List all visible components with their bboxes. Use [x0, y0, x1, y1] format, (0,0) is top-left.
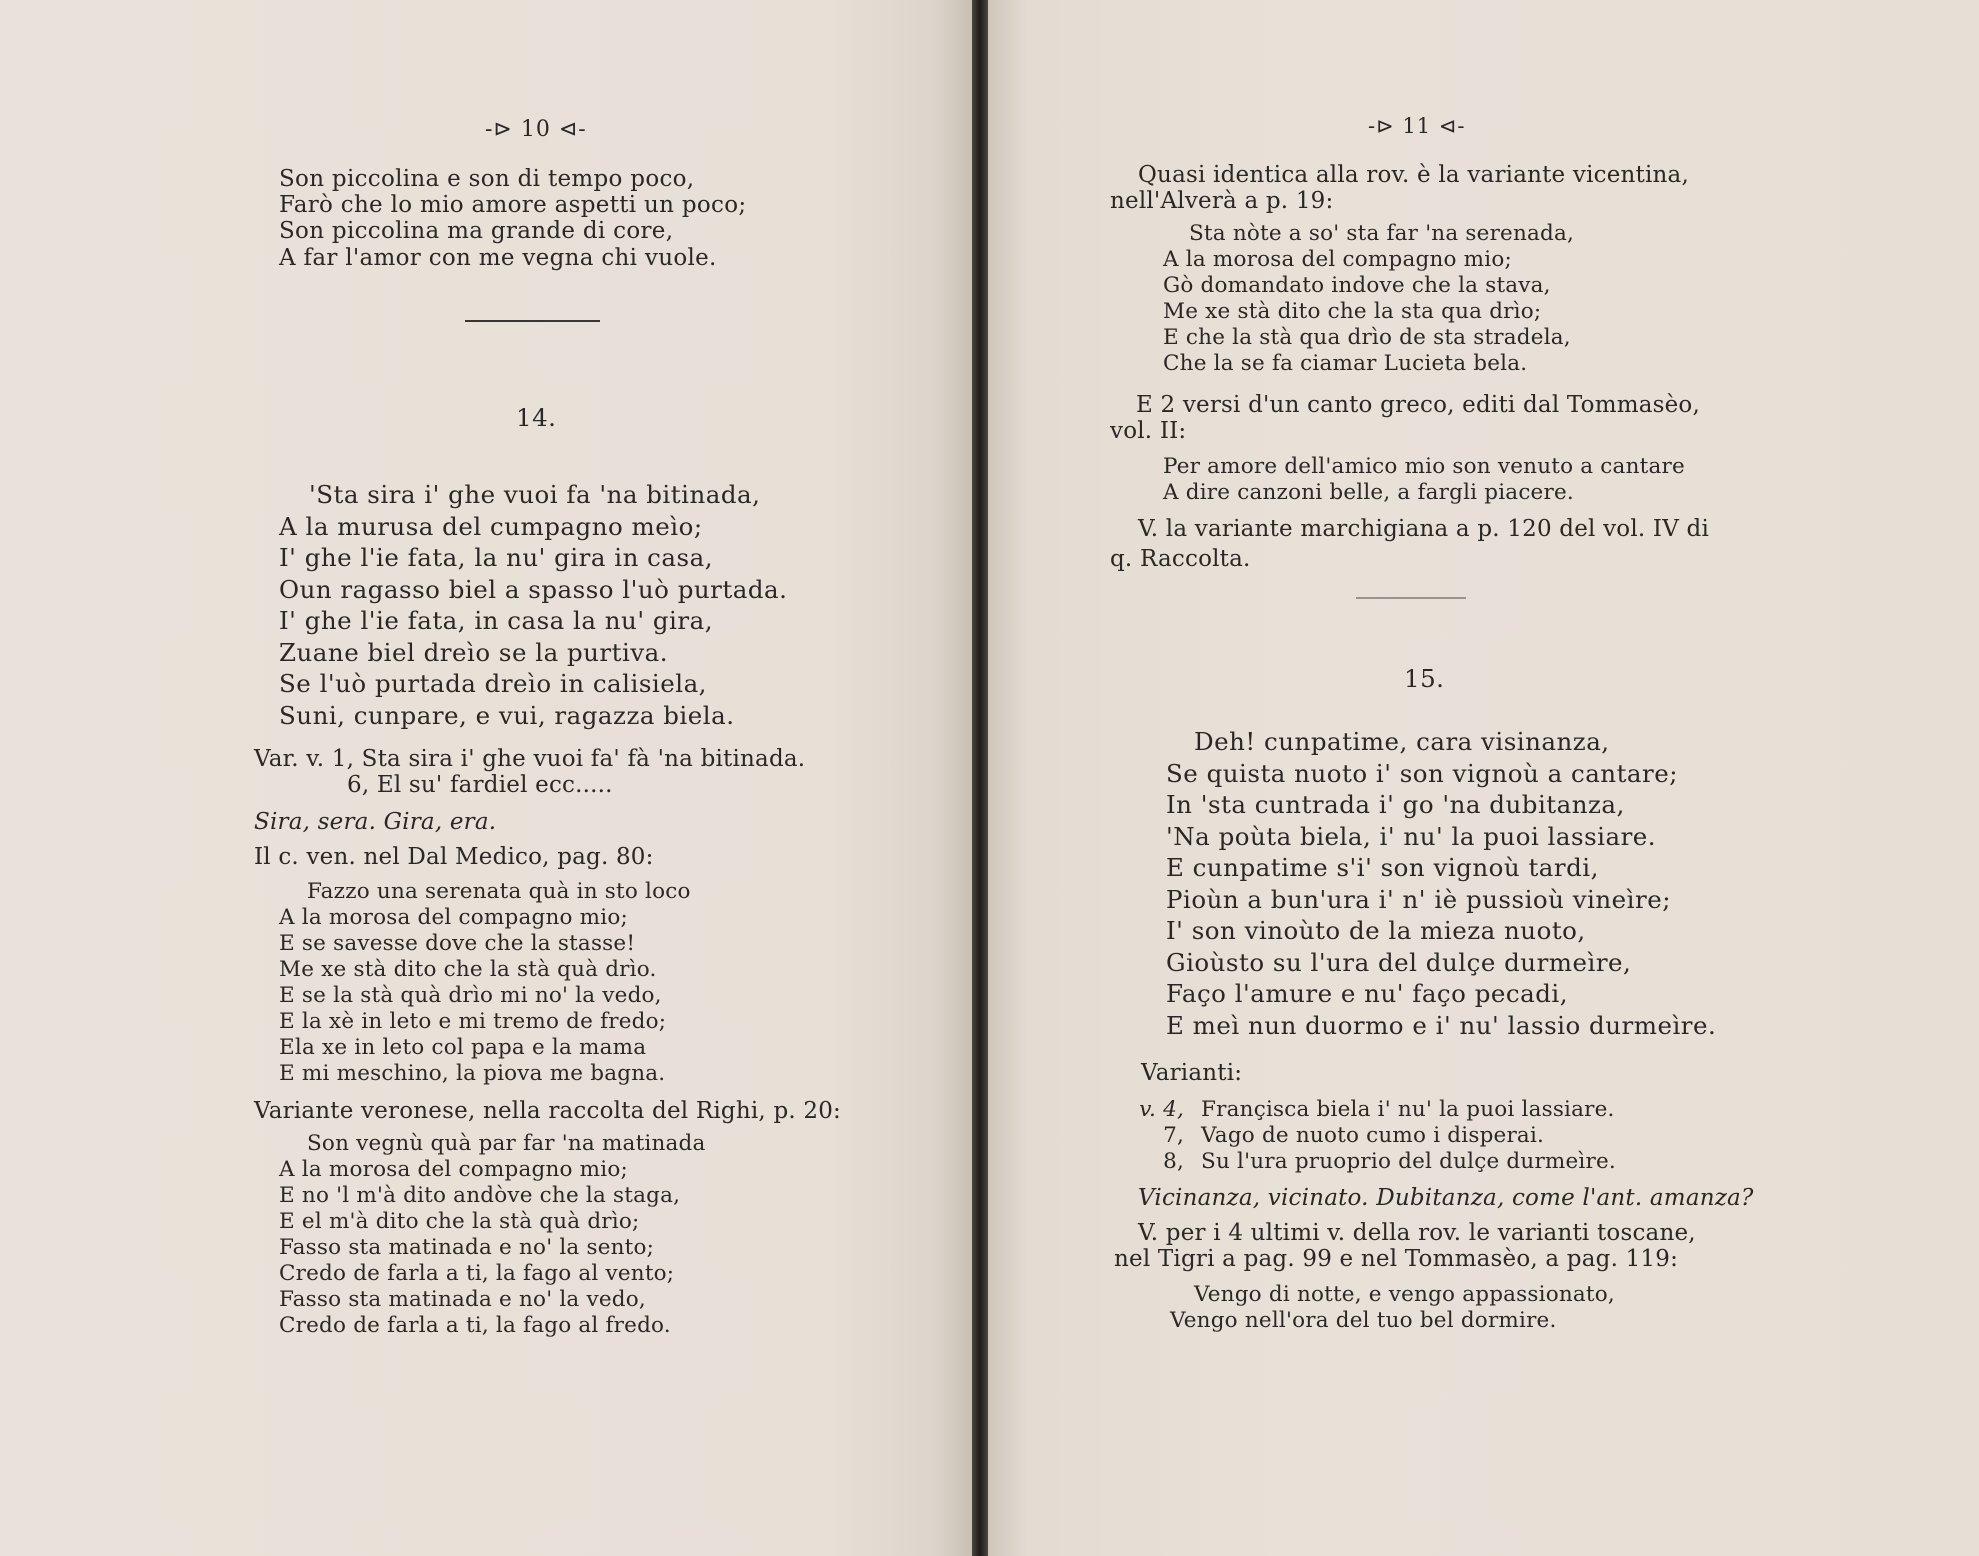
- variant-text: Su l'ura pruoprio del dulçe durmeìre.: [1201, 1149, 1616, 1174]
- verse-line: E se savesse dove che la stasse!: [279, 931, 636, 956]
- greek-note: E 2 versi d'un canto greco, editi dal Tommasèo,: [1136, 392, 1700, 418]
- verse-line: Zuane biel dreìo se la purtiva.: [279, 637, 669, 667]
- verse-line: Se quista nuoto i' son vignoù a cantare;: [1166, 758, 1678, 788]
- stanza-righi: [279, 1131, 706, 1339]
- reference-righi: Variante veronese, nella raccolta del Righi, p. 20:: [254, 1098, 842, 1124]
- marchigiana-note-cont: q. Raccolta.: [1110, 546, 1251, 572]
- page-number-right: -⊳ 11 ⊲-: [1368, 114, 1466, 138]
- page-number-left: -⊳ 10 ⊲-: [485, 117, 587, 142]
- verse-line: Fasso sta matinada e no' la sento;: [279, 1235, 655, 1260]
- variant-num: 7,: [1163, 1123, 1184, 1148]
- verse-line: Vengo di notte, e vengo appassionato,: [1194, 1282, 1615, 1307]
- verse-line: A far l'amor con me vegna chi vuole.: [279, 244, 717, 271]
- intro-line: Quasi identica alla rov. è la variante vicentina,: [1138, 162, 1689, 188]
- verse-line: A la morosa del compagno mio;: [1163, 247, 1512, 272]
- verse-line: A dire canzoni belle, a fargli piacere.: [1163, 480, 1574, 505]
- left-page: [0, 0, 972, 1556]
- verse-line: In 'sta cuntrada i' go 'na dubitanza,: [1166, 790, 1625, 819]
- verse-line: 'Na poùta biela, i' nu' la puoi lassiare.: [1166, 821, 1657, 851]
- verse-line: A la murusa del cumpagno meìo;: [279, 511, 703, 541]
- verse-line: E la xè in leto e mi tremo de fredo;: [279, 1009, 667, 1034]
- variant-text: Françisca biela i' nu' la puoi lassiare.: [1201, 1097, 1615, 1122]
- variant-row: [1110, 1123, 1810, 1149]
- verse-line: Me xe stà dito che la sta qua drìo;: [1163, 299, 1542, 324]
- verse-line: Per amore dell'amico mio son venuto a cantare: [1163, 454, 1685, 479]
- section-divider: [1356, 597, 1466, 599]
- verse-line: Façо l'amure e nu' façо pecadi,: [1166, 979, 1569, 1008]
- verse-line: Fazzo una serenata quà in sto loco: [307, 879, 691, 904]
- verse-line: Vengo nell'ora del tuo bel dormire.: [1170, 1308, 1557, 1333]
- stanza-14: [279, 479, 787, 731]
- verse-line: Suni, cunpare, e vui, ragazza biela.: [279, 700, 735, 730]
- verse-line: Farò che lo mio amore aspetti un poco;: [279, 192, 747, 219]
- toscane-note: V. per i 4 ultimi v. della rov. le varianti toscane,: [1138, 1220, 1696, 1246]
- variant-row: [1110, 1149, 1810, 1175]
- intro-line-cont: nell'Alverà a p. 19:: [1110, 188, 1334, 214]
- toscane-note-cont: nel Tigri a pag. 99 e nel Tommasèo, a pag. 119:: [1114, 1246, 1679, 1272]
- stanza-13: [279, 166, 746, 271]
- verse-line: Credo de farla a ti, la fago al fredo.: [279, 1313, 671, 1338]
- verse-line: Son piccolina ma grande di core,: [279, 218, 674, 245]
- verse-line: Ela xe in leto col papa e la mama: [279, 1035, 647, 1060]
- verse-line: Gioùsto su l'ura del dulçe durmeìre,: [1166, 947, 1632, 977]
- varianti-label: Varianti:: [1141, 1060, 1243, 1086]
- marchigiana-note: V. la variante marchigiana a p. 120 del vol. IV di: [1138, 516, 1710, 542]
- book-gutter: [972, 0, 988, 1556]
- verse-line: E meì nun duormo e i' nu' lassio durmeìre.: [1166, 1010, 1717, 1040]
- variant-num: 8,: [1163, 1149, 1184, 1174]
- stanza-greek: [1163, 454, 1685, 506]
- verse-line: Credo de farla a ti, la fago al vento;: [279, 1261, 675, 1286]
- verse-line: E cunpatime s'i' son vignoù tardi,: [1166, 853, 1599, 882]
- gloss-note-15: Vicinanza, vicinato. Dubitanza, come l'ant. amanza?: [1138, 1185, 1754, 1211]
- verse-line: Se l'uò purtada dreìo in calisiela,: [279, 669, 707, 698]
- stanza-toscane: [1170, 1282, 1615, 1334]
- verse-line: E no 'l m'à dito andòve che la staga,: [279, 1183, 681, 1208]
- variant-num: v. 4,: [1139, 1097, 1184, 1122]
- verse-line: I' son vinoùto de la mieza nuoto,: [1166, 916, 1586, 945]
- section-divider: [465, 320, 600, 322]
- verse-line: Oun ragasso biel a spasso l'uò purtada.: [279, 574, 788, 604]
- verse-line: 'Sta sira i' ghe vuoi fa 'na bitinada,: [309, 480, 761, 509]
- verse-line: Che la se fa ciamar Lucieta bela.: [1163, 351, 1528, 376]
- verse-line: Gò domandato indove che la stava,: [1163, 273, 1551, 298]
- stanza-alvera: [1163, 221, 1574, 377]
- verse-line: Sta nòte a so' sta far 'na serenada,: [1189, 221, 1575, 246]
- verse-line: Pioùn a bun'ura i' n' iè pussioù vineìre;: [1166, 884, 1671, 914]
- variant-text: Vago de nuoto cumo i disperai.: [1201, 1123, 1545, 1148]
- verse-line: Me xe stà dito che la stà quà drìo.: [279, 957, 657, 982]
- stanza-15: [1166, 726, 1716, 1041]
- verse-line: I' ghe l'ie fata, in casa la nu' gira,: [279, 606, 713, 635]
- verse-line: A la morosa del compagno mio;: [279, 905, 628, 930]
- verse-line: Fasso sta matinada e no' la vedo,: [279, 1287, 646, 1312]
- variant-note: Var. v. 1, Sta sira i' ghe vuoi fa' fà 'na bitinada.: [254, 746, 806, 772]
- gloss-note: Sira, sera. Gira, era.: [254, 809, 497, 835]
- stanza-dal-medico: [279, 879, 691, 1087]
- verse-line: E se la stà quà drìo mi no' la vedo,: [279, 983, 662, 1008]
- poem-number-14: 14.: [516, 403, 557, 432]
- verse-line: E che la stà qua drìo de sta stradela,: [1163, 325, 1571, 350]
- variant-row: [1110, 1097, 1810, 1123]
- verse-line: Deh! cunpatime, cara visinanza,: [1194, 727, 1610, 756]
- verse-line: E el m'à dito che la stà quà drìo;: [279, 1209, 640, 1234]
- greek-note-cont: vol. II:: [1110, 418, 1187, 444]
- verse-line: Son vegnù quà par far 'na matinada: [307, 1131, 706, 1156]
- verse-line: I' ghe l'ie fata, la nu' gira in casa,: [279, 543, 713, 572]
- poem-number-15: 15.: [1404, 664, 1445, 693]
- variant-note-cont: 6, El su' fardiel ecc.....: [347, 772, 613, 798]
- verse-line: Son piccolina e son di tempo poco,: [279, 166, 695, 192]
- verse-line: E mi meschino, la piova me bagna.: [279, 1061, 666, 1086]
- verse-line: A la morosa del compagno mio;: [279, 1157, 628, 1182]
- right-page: [988, 0, 1979, 1556]
- reference-dal-medico: Il c. ven. nel Dal Medico, pag. 80:: [254, 844, 654, 870]
